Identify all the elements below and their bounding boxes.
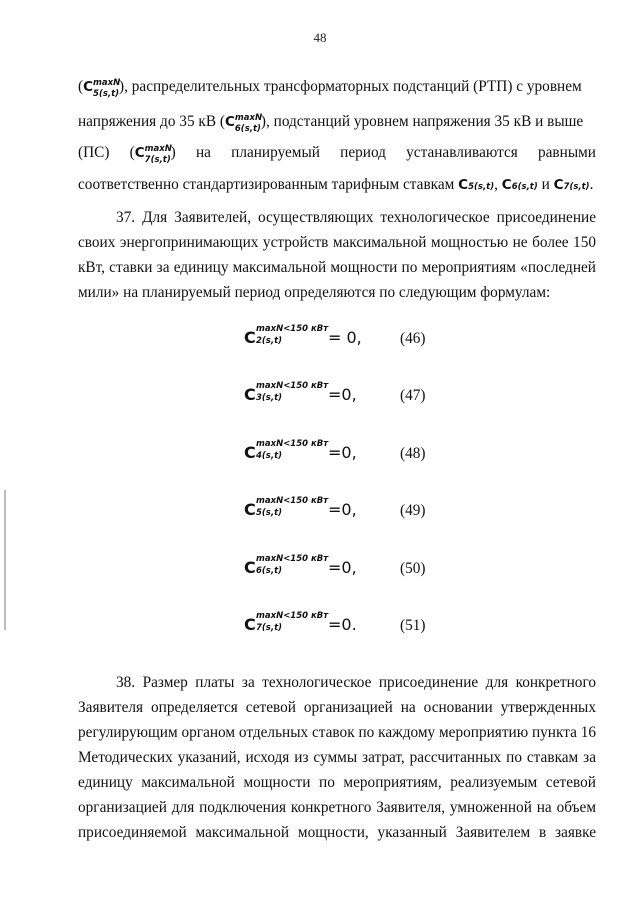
formula-sup: maxN [144,144,172,154]
formula-sup: maxN<150 кВт [256,554,329,564]
formula-c: C [458,177,469,193]
para37-line-4: мили» на планируемый период определяются по следующим формулам: [78,284,551,301]
para38-line-7: присоединяемой максимальной мощности, указанный Заявителем в заявке [78,824,596,841]
formula-sub: 6(s,t) [511,182,538,192]
formula-sub: 6(s,t) [234,124,261,134]
formula-sub: 2(s,t) [256,336,283,346]
formula-c: C [244,500,256,519]
para38-line-4: Методических указаний, исходя из суммы затрат, рассчитанных по ставкам за [78,749,596,766]
formula-sub: 5(s,t) [93,89,120,99]
formula-rhs: =0, [328,558,357,577]
formula-rhs: =0, [328,443,357,462]
text-fragment: (ПС) [78,144,110,161]
equation-number-46: (46) [400,330,426,347]
text-fragment: ), подстанций уровнем напряжения 35 кВ и выше [260,113,584,130]
text-fragment: напряжения до 35 кВ ( [78,113,225,130]
text-fragment: соответственно стандартизированным тарифным ставкам [78,176,455,193]
text-fragment: ), распределительных трансформаторных подстанций (РТП) с уровнем [119,78,582,95]
formula-c: C [244,558,256,577]
prev-para-line-2 [78,112,596,132]
formula-sub: 3(s,t) [256,393,283,403]
formula-rhs: =0, [328,385,357,404]
para37-line-3: кВт, ставки за единицу максимальной мощности по мероприятиям «последней [78,259,596,276]
formula-sub: 7(s,t) [563,182,590,192]
formula-sub: 5(s,t) [468,182,495,192]
equation-number-50: (50) [400,560,426,577]
text-fragment: равными [537,144,596,161]
formula-c: C [244,615,256,634]
prev-para-line-4: соответственно стандартизированным тарифным ставкам C 5(s,t) , C 6(s,t) и C 7(s,t) . [78,175,596,197]
formula-inline: (C maxN 7(s,t) ) [130,143,176,163]
formula-c: C [224,114,235,130]
para37-line-1: 37. Для Заявителей, осуществляющих технологическое присоединение [116,209,596,226]
equation-number-51: (51) [400,617,426,634]
text-fragment: ( [78,78,84,95]
para38-line-5: единицу максимальной мощности по мероприятиям, реализуемым сетевой [78,774,596,791]
formula-sup: maxN<150 кВт [256,611,329,621]
formula-c: C [501,177,512,193]
formula-c: C [244,385,256,404]
equation-number-49: (49) [400,502,426,519]
formula-index [93,78,121,99]
text-fragment: период [340,144,386,161]
para37-line-2: своих энергопринимающих устройств максимальной мощностью не более 150 [78,234,596,251]
formula-rhs: =0, [328,500,357,519]
formula-sup: maxN [234,113,263,123]
para38-line-2: Заявителя определяется сетевой организацией на основании утвержденных [78,699,596,716]
formula-sub: 6(s,t) [256,566,283,576]
formula-c: C [244,328,256,347]
formula-sub: 4(s,t) [256,451,283,461]
text-fragment: на [195,144,211,161]
para38-line-3: регулирующим органом отдельных ставок по каждому мероприятию пункта 16 [78,724,596,741]
formula-sup: maxN<150 кВт [256,381,329,391]
formula-sup: maxN<150 кВт [256,439,329,449]
formula-sup: maxN<150 кВт [256,496,329,506]
page-number: 48 [313,30,327,45]
formula-sub: 7(s,t) [144,155,171,165]
text-fragment: и [541,176,550,193]
formula-sup: maxN<150 кВт [256,324,329,334]
formula-rhs: = 0, [328,328,362,347]
equation-number-47: (47) [400,387,426,404]
formula-sub: 7(s,t) [256,623,283,633]
formula-c: C [83,79,94,95]
text-fragment: устанавливаются [406,144,518,161]
formula-index [234,113,263,134]
formula-c: C [553,177,564,193]
formula-c: C [244,443,256,462]
prev-para-line-3 [78,143,596,163]
equation-number-48: (48) [400,445,426,462]
para38-line-1: 38. Размер платы за технологическое присоединение для конкретного [116,674,596,691]
formula-sup: maxN [93,78,121,88]
formula-rhs: =0. [328,615,357,634]
text-fragment: планируемый [231,144,320,161]
para38-line-6: организацией для подключения конкретного Заявителя, умноженной на объем [78,799,596,816]
scan-margin-mark [4,490,6,630]
formula-sub: 5(s,t) [256,508,283,518]
prev-para-line-1 [78,77,596,97]
formula-c: C [134,145,145,161]
